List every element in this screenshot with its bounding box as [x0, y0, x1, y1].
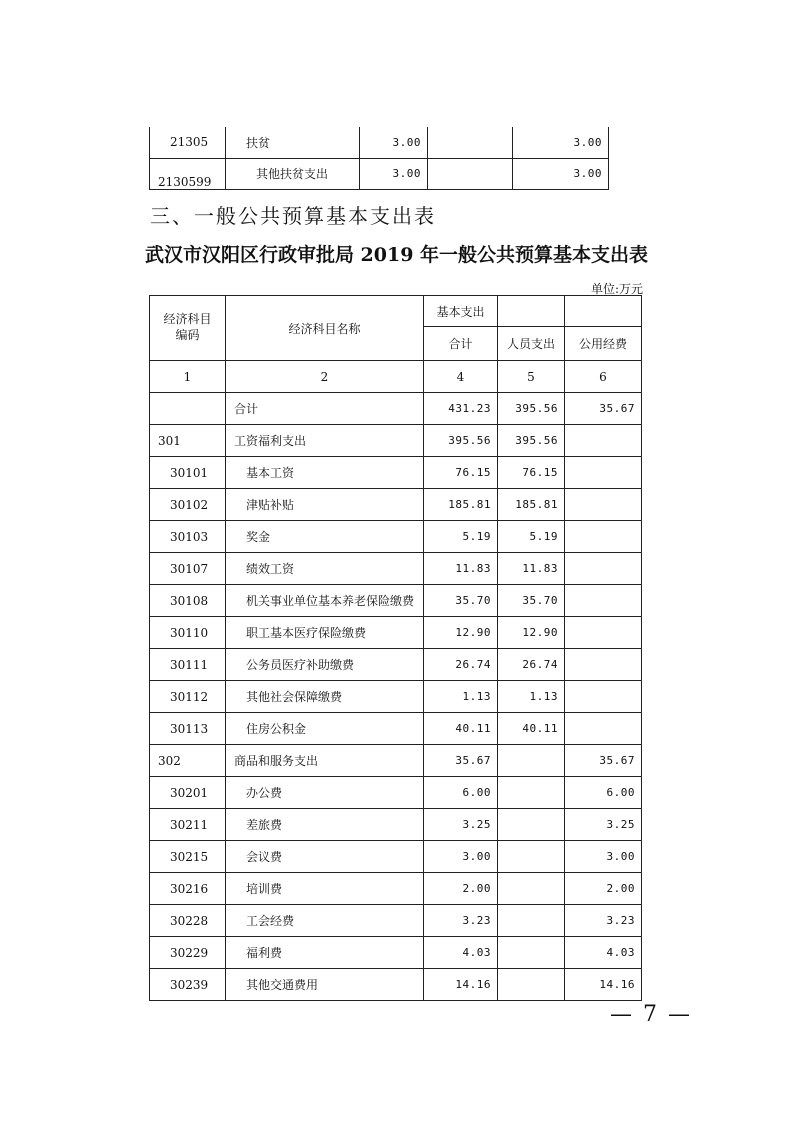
row-public	[565, 425, 642, 457]
row-code: 30216	[150, 873, 226, 905]
row-name: 工资福利支出	[226, 425, 424, 457]
basic-expenditure-table	[149, 295, 642, 1001]
table-row	[150, 905, 642, 937]
row-total: 35.67	[424, 745, 498, 777]
row-total: 26.74	[424, 649, 498, 681]
col-index: 6	[565, 361, 642, 393]
row-code: 30112	[150, 681, 226, 713]
row-personnel: 76.15	[498, 457, 565, 489]
col-index: 2	[226, 361, 424, 393]
row-name: 其他交通费用	[226, 969, 424, 1001]
table-row	[150, 585, 642, 617]
row-personnel: 40.11	[498, 713, 565, 745]
row-col2	[428, 158, 513, 189]
row-name: 培训费	[226, 873, 424, 905]
unit-label: 单位:万元	[590, 282, 643, 296]
table-row	[150, 969, 642, 1001]
row-personnel: 35.70	[498, 585, 565, 617]
header-empty	[565, 296, 642, 327]
col-index: 1	[150, 361, 226, 393]
row-name: 其他扶贫支出	[226, 158, 360, 189]
row-public	[565, 649, 642, 681]
table-row	[150, 937, 642, 969]
header-public: 公用经费	[565, 327, 642, 361]
row-personnel: 12.90	[498, 617, 565, 649]
row-personnel: 395.56	[498, 425, 565, 457]
row-personnel	[498, 809, 565, 841]
row-public: 6.00	[565, 777, 642, 809]
row-code: 30103	[150, 521, 226, 553]
row-public: 2.00	[565, 873, 642, 905]
row-name: 奖金	[226, 521, 424, 553]
row-total: 3.00	[424, 841, 498, 873]
row-total: 4.03	[424, 937, 498, 969]
row-name: 福利费	[226, 937, 424, 969]
row-personnel	[498, 745, 565, 777]
row-public: 14.16	[565, 969, 642, 1001]
row-code: 21305	[150, 127, 226, 158]
table-title: 武汉市汉阳区行政审批局 2019 年一般公共预算基本支出表	[144, 244, 649, 266]
header-basic: 基本支出	[424, 296, 498, 327]
table-row	[150, 777, 642, 809]
row-total: 3.00	[360, 127, 428, 158]
continued-table	[149, 127, 609, 190]
row-name: 职工基本医疗保险缴费	[226, 617, 424, 649]
header-personnel: 人员支出	[498, 327, 565, 361]
row-code: 301	[150, 425, 226, 457]
row-public	[565, 713, 642, 745]
row-total: 14.16	[424, 969, 498, 1001]
row-code: 30229	[150, 937, 226, 969]
row-code: 30111	[150, 649, 226, 681]
row-public: 3.25	[565, 809, 642, 841]
table-row	[150, 425, 642, 457]
row-personnel: 5.19	[498, 521, 565, 553]
row-personnel	[498, 873, 565, 905]
row-name: 津贴补贴	[226, 489, 424, 521]
row-code: 302	[150, 745, 226, 777]
row-col2	[428, 127, 513, 158]
table-row	[150, 553, 642, 585]
row-code: 30110	[150, 617, 226, 649]
table-row	[150, 713, 642, 745]
header-code: 经济科目编码	[150, 296, 226, 361]
table-row	[150, 617, 642, 649]
row-personnel: 185.81	[498, 489, 565, 521]
row-total: 76.15	[424, 457, 498, 489]
table-row	[150, 809, 642, 841]
row-code: 30107	[150, 553, 226, 585]
row-name: 办公费	[226, 777, 424, 809]
row-code: 30239	[150, 969, 226, 1001]
table-row	[150, 158, 609, 189]
row-name: 其他社会保障缴费	[226, 681, 424, 713]
row-total: 6.00	[424, 777, 498, 809]
table-row	[150, 521, 642, 553]
row-name: 机关事业单位基本养老保险缴费	[226, 585, 424, 617]
row-code: 30101	[150, 457, 226, 489]
row-code: 30228	[150, 905, 226, 937]
row-name: 扶贫	[226, 127, 360, 158]
header-total: 合计	[424, 327, 498, 361]
row-public: 35.67	[565, 393, 642, 425]
row-code	[150, 393, 226, 425]
row-public: 3.23	[565, 905, 642, 937]
row-public	[565, 521, 642, 553]
table-row	[150, 745, 642, 777]
row-personnel: 26.74	[498, 649, 565, 681]
row-col3: 3.00	[513, 158, 609, 189]
row-code: 30201	[150, 777, 226, 809]
row-code: 2130599	[150, 158, 226, 189]
header-empty	[498, 296, 565, 327]
row-public: 3.00	[565, 841, 642, 873]
row-name: 差旅费	[226, 809, 424, 841]
row-personnel: 1.13	[498, 681, 565, 713]
row-total: 3.00	[360, 158, 428, 189]
row-total: 185.81	[424, 489, 498, 521]
row-personnel	[498, 777, 565, 809]
row-name: 合计	[226, 393, 424, 425]
header-name: 经济科目名称	[226, 296, 424, 361]
section-heading: 三、一般公共预算基本支出表	[150, 204, 436, 228]
col-index: 5	[498, 361, 565, 393]
page-number: — 7 —	[610, 1002, 692, 1027]
row-total: 3.23	[424, 905, 498, 937]
row-total: 40.11	[424, 713, 498, 745]
row-code: 30108	[150, 585, 226, 617]
row-public	[565, 489, 642, 521]
row-total: 431.23	[424, 393, 498, 425]
table-row	[150, 681, 642, 713]
row-total: 12.90	[424, 617, 498, 649]
row-name: 绩效工资	[226, 553, 424, 585]
row-code: 30215	[150, 841, 226, 873]
row-name: 会议费	[226, 841, 424, 873]
row-public: 4.03	[565, 937, 642, 969]
row-public: 35.67	[565, 745, 642, 777]
table-row	[150, 649, 642, 681]
header-row	[150, 296, 642, 327]
row-personnel: 11.83	[498, 553, 565, 585]
row-public	[565, 617, 642, 649]
row-code: 30113	[150, 713, 226, 745]
table-row	[150, 841, 642, 873]
row-public	[565, 457, 642, 489]
row-public	[565, 681, 642, 713]
row-total: 1.13	[424, 681, 498, 713]
table-row	[150, 489, 642, 521]
column-index-row	[150, 361, 642, 393]
row-col3: 3.00	[513, 127, 609, 158]
row-public	[565, 553, 642, 585]
row-code: 30211	[150, 809, 226, 841]
col-index: 4	[424, 361, 498, 393]
table-row	[150, 873, 642, 905]
table-row	[150, 127, 609, 158]
table-row	[150, 393, 642, 425]
row-total: 11.83	[424, 553, 498, 585]
row-total: 395.56	[424, 425, 498, 457]
row-total: 2.00	[424, 873, 498, 905]
row-personnel: 395.56	[498, 393, 565, 425]
row-name: 基本工资	[226, 457, 424, 489]
row-public	[565, 585, 642, 617]
row-personnel	[498, 937, 565, 969]
row-personnel	[498, 905, 565, 937]
table-row	[150, 457, 642, 489]
row-personnel	[498, 969, 565, 1001]
row-total: 35.70	[424, 585, 498, 617]
row-total: 3.25	[424, 809, 498, 841]
row-name: 工会经费	[226, 905, 424, 937]
row-name: 商品和服务支出	[226, 745, 424, 777]
row-name: 住房公积金	[226, 713, 424, 745]
row-total: 5.19	[424, 521, 498, 553]
row-code: 30102	[150, 489, 226, 521]
row-name: 公务员医疗补助缴费	[226, 649, 424, 681]
row-personnel	[498, 841, 565, 873]
